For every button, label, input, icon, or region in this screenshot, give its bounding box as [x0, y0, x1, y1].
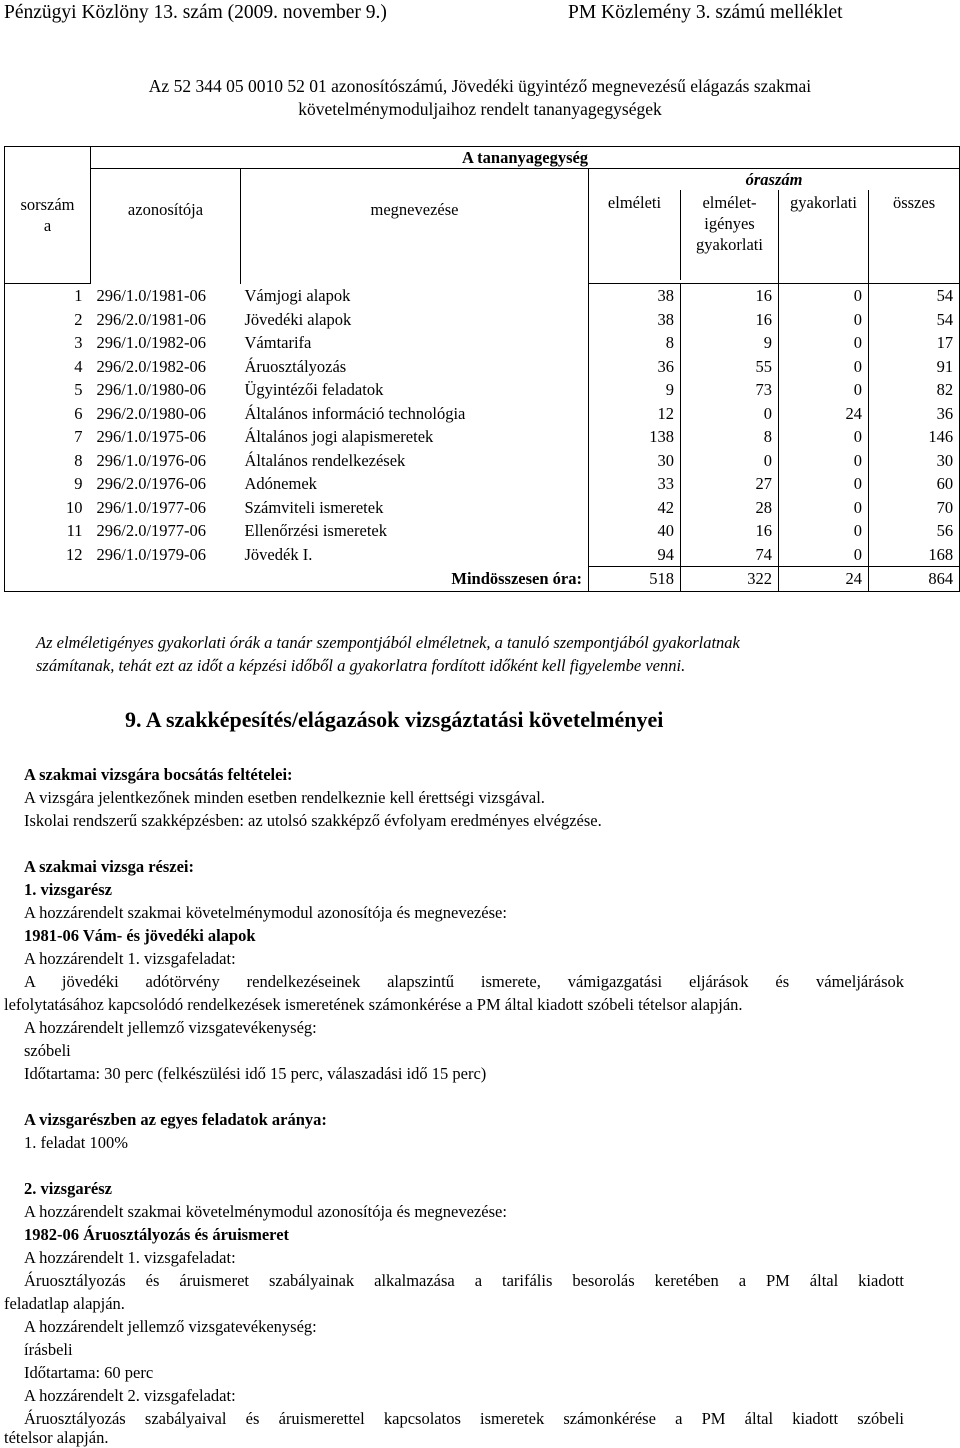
- row-number: 6: [5, 402, 91, 426]
- row-elmeleti: 94: [589, 543, 681, 567]
- col-header-oraszam: óraszám: [589, 169, 960, 191]
- elmeletigenyes-line1: elmélet-: [702, 193, 757, 212]
- row-elmeleti: 36: [589, 355, 681, 379]
- note-line-1: Az elméletigényes gyakorlati órák a tanár szempontjából elméletnek, a tanuló szempontjából gyakorlatnak: [36, 633, 740, 652]
- col-header-azonositoja: azonosítója: [91, 169, 241, 284]
- row-elmeletigenyes: 27: [681, 472, 779, 496]
- row-elmeletigenyes: 16: [681, 308, 779, 332]
- body-line-26: Áruosztályozás szabályaival és áruismerettel kapcsolatos ismeretek számonkérése a PM által kiadott szóbeli: [24, 1409, 904, 1428]
- row-elmeleti: 38: [589, 284, 681, 308]
- row-osszes: 30: [869, 449, 960, 473]
- col-header-sorszam: [5, 147, 91, 284]
- total-row: [5, 567, 960, 592]
- curriculum-table: [4, 146, 960, 592]
- table-row: [5, 402, 960, 426]
- col-header-group: A tananyagegység: [91, 147, 960, 169]
- elmeletigenyes-line3: gyakorlati: [696, 235, 763, 254]
- body-line-6: A hozzárendelt szakmai követelménymodul azonosítója és megnevezése:: [24, 903, 507, 922]
- row-number: 1: [5, 284, 91, 308]
- total-elmeleti: 518: [589, 567, 681, 592]
- row-elmeleti: 12: [589, 402, 681, 426]
- row-elmeletigenyes: 73: [681, 378, 779, 402]
- table-row: [5, 496, 960, 520]
- row-name: Ellenőrzési ismeretek: [244, 521, 387, 540]
- total-gyakorlati: 24: [779, 567, 869, 592]
- body-line-2: A vizsgára jelentkezőnek minden esetben rendelkeznie kell érettségi vizsgával.: [24, 788, 545, 807]
- col-header-elmeletigenyes: [681, 190, 779, 280]
- row-gyakorlati: 0: [779, 308, 869, 332]
- row-osszes: 168: [869, 543, 960, 567]
- table-row: [5, 355, 960, 379]
- table-header-row: [5, 147, 960, 169]
- row-number: 8: [5, 449, 91, 473]
- row-elmeleti: 33: [589, 472, 681, 496]
- row-number: 11: [5, 519, 91, 543]
- table-row: [5, 284, 960, 308]
- row-name: Vámjogi alapok: [244, 285, 351, 305]
- row-gyakorlati: 0: [779, 519, 869, 543]
- col-header-gyakorlati: gyakorlati: [779, 190, 869, 280]
- body-line-21: feladatlap alapján.: [4, 1294, 125, 1313]
- row-elmeleti: 40: [589, 519, 681, 543]
- row-id: 296/1.0/1975-06: [96, 427, 207, 446]
- title-line-1: Az 52 344 05 0010 52 01 azonosítószámú, Jövedéki ügyintéző megnevezésű elágazás szakmai: [148, 76, 812, 96]
- body-line-12: szóbeli: [24, 1041, 71, 1060]
- row-id: 296/1.0/1977-06: [96, 497, 207, 517]
- row-id: 296/1.0/1979-06: [96, 544, 207, 564]
- row-id: 296/2.0/1981-06: [96, 309, 207, 329]
- total-elmeletigenyes: 322: [681, 567, 779, 592]
- row-number: 4: [5, 355, 91, 379]
- row-osszes: 54: [869, 284, 960, 308]
- row-number: 10: [5, 496, 91, 520]
- row-elmeletigenyes: 0: [681, 402, 779, 426]
- exam-parts-heading: A szakmai vizsga részei:: [24, 857, 195, 876]
- row-number: 2: [5, 308, 91, 332]
- total-label-text: Mindösszesen óra:: [451, 568, 582, 588]
- body-line-15: 1. feladat 100%: [24, 1133, 129, 1152]
- col-header-elmeleti: elméleti: [589, 190, 681, 280]
- row-osszes: 70: [869, 496, 960, 520]
- title-line-2: követelménymoduljaihoz rendelt tananyagegységek: [298, 99, 662, 119]
- row-elmeletigenyes: 74: [681, 543, 779, 567]
- row-gyakorlati: 0: [779, 331, 869, 355]
- row-elmeleti: 30: [589, 449, 681, 473]
- row-osszes: 36: [869, 402, 960, 426]
- module-1982: 1982-06 Áruosztályozás és áruismeret: [24, 1225, 290, 1244]
- row-osszes: 17: [869, 331, 960, 355]
- row-gyakorlati: 0: [779, 449, 869, 473]
- publication-header: Pénzügyi Közlöny 13. szám (2009. november 9.): [4, 2, 387, 23]
- row-elmeletigenyes: 16: [681, 519, 779, 543]
- row-name: Számviteli ismeretek: [244, 497, 384, 517]
- row-number: 9: [5, 472, 91, 496]
- table-row: [5, 378, 960, 402]
- row-elmeleti: 9: [589, 378, 681, 402]
- sorszam-label: sorszám: [20, 195, 75, 214]
- row-id: 296/1.0/1980-06: [96, 380, 207, 399]
- row-name: Általános jogi alapismeretek: [244, 427, 434, 446]
- table-row: [5, 425, 960, 449]
- sorszam-label-2: a: [43, 216, 52, 235]
- body-line-3: Iskolai rendszerű szakképzésben: az utolsó szakképző évfolyam eredményes elvégzése.: [24, 811, 602, 830]
- row-elmeletigenyes: 0: [681, 449, 779, 473]
- row-number: 5: [5, 378, 91, 402]
- row-elmeleti: 138: [589, 425, 681, 449]
- exam-part-1: 1. vizsgarész: [24, 880, 112, 899]
- row-gyakorlati: 0: [779, 378, 869, 402]
- body-line-25: A hozzárendelt 2. vizsgafeladat:: [24, 1386, 236, 1405]
- row-elmeletigenyes: 55: [681, 355, 779, 379]
- row-name: Adónemek: [244, 474, 317, 493]
- row-number: 12: [5, 543, 91, 567]
- row-name: Jövedék I.: [244, 544, 313, 564]
- row-elmeletigenyes: 16: [681, 284, 779, 308]
- row-osszes: 146: [869, 425, 960, 449]
- body-line-17: A hozzárendelt szakmai követelménymodul azonosítója és megnevezése:: [24, 1202, 507, 1221]
- row-elmeletigenyes: 8: [681, 425, 779, 449]
- row-elmeletigenyes: 9: [681, 331, 779, 355]
- section-title: 9. A szakképesítés/elágazások vizsgáztatási követelményei: [125, 707, 664, 732]
- admission-heading: A szakmai vizsgára bocsátás feltételei:: [24, 765, 293, 784]
- row-gyakorlati: 0: [779, 543, 869, 567]
- body-line-13: Időtartama: 30 perc (felkészülési idő 15 perc, válaszadási idő 15 perc): [24, 1064, 487, 1083]
- body-line-10: lefolytatásához kapcsolódó rendelkezések ismeretének számonkérése a PM által kiadott szóbeli tételsor alapján.: [4, 995, 743, 1014]
- table-body: [5, 284, 960, 567]
- elmeletigenyes-line2: igényes: [704, 214, 755, 233]
- row-name: Általános rendelkezések: [244, 450, 406, 470]
- row-id: 296/2.0/1976-06: [96, 474, 207, 493]
- total-osszes: 864: [869, 567, 960, 592]
- body-line-8: A hozzárendelt 1. vizsgafeladat:: [24, 949, 236, 968]
- row-gyakorlati: 0: [779, 472, 869, 496]
- row-gyakorlati: 0: [779, 496, 869, 520]
- row-osszes: 82: [869, 378, 960, 402]
- row-name: Általános információ technológia: [244, 403, 466, 423]
- row-osszes: 60: [869, 472, 960, 496]
- row-name: Jövedéki alapok: [244, 309, 352, 329]
- row-number: 3: [5, 331, 91, 355]
- body-line-27: tételsor alapján.: [4, 1428, 109, 1447]
- row-id: 296/1.0/1976-06: [96, 450, 207, 470]
- row-osszes: 54: [869, 308, 960, 332]
- row-elmeleti: 38: [589, 308, 681, 332]
- row-id: 296/1.0/1982-06: [96, 333, 207, 352]
- row-gyakorlati: 0: [779, 425, 869, 449]
- row-elmeleti: 42: [589, 496, 681, 520]
- row-elmeletigenyes: 28: [681, 496, 779, 520]
- row-gyakorlati: 0: [779, 355, 869, 379]
- row-gyakorlati: 0: [779, 284, 869, 308]
- col-header-osszes: összes: [869, 190, 960, 280]
- body-line-9: A jövedéki adótörvény rendelkezéseinek alapszintű ismerete, vámigazgatási eljárások és vámeljárások: [24, 972, 904, 991]
- total-label: [5, 567, 589, 592]
- row-osszes: 91: [869, 355, 960, 379]
- table-row: [5, 308, 960, 332]
- body-line-11: A hozzárendelt jellemző vizsgatevékenység:: [24, 1018, 317, 1037]
- exam-part-2: 2. vizsgarész: [24, 1179, 112, 1198]
- body-line-20: Áruosztályozás és áruismeret szabályainak alkalmazása a tarifális besorolás keretében a PM által kiadott: [24, 1271, 904, 1290]
- row-id: 296/2.0/1980-06: [96, 403, 207, 423]
- table-row: [5, 472, 960, 496]
- table-row: [5, 519, 960, 543]
- task-ratio-heading: A vizsgarészben az egyes feladatok aránya:: [24, 1110, 327, 1129]
- table-row: [5, 449, 960, 473]
- module-1981: 1981-06 Vám- és jövedéki alapok: [24, 926, 256, 945]
- annex-header: PM Közlemény 3. számú melléklet: [568, 2, 843, 23]
- note-line-2: számítanak, tehát ezt az időt a képzési időből a gyakorlatra fordított időként kell figyelembe venni.: [36, 656, 686, 675]
- body-line-22: A hozzárendelt jellemző vizsgatevékenység:: [24, 1317, 317, 1336]
- body-line-24: Időtartama: 60 perc: [24, 1363, 154, 1382]
- body-line-23: írásbeli: [24, 1340, 73, 1359]
- row-number: 7: [5, 425, 91, 449]
- row-gyakorlati: 24: [779, 402, 869, 426]
- row-name: Vámtarifa: [244, 333, 312, 352]
- row-elmeleti: 8: [589, 331, 681, 355]
- col-header-megnevezese: megnevezése: [241, 169, 589, 284]
- table-row: [5, 331, 960, 355]
- row-id: 296/2.0/1977-06: [96, 521, 207, 540]
- table-row: [5, 543, 960, 567]
- row-id: 296/1.0/1981-06: [96, 285, 207, 305]
- row-osszes: 56: [869, 519, 960, 543]
- row-name: Áruosztályozás: [244, 356, 347, 376]
- row-id: 296/2.0/1982-06: [96, 356, 207, 376]
- row-name: Ügyintézői feladatok: [244, 380, 384, 399]
- body-line-19: A hozzárendelt 1. vizsgafeladat:: [24, 1248, 236, 1267]
